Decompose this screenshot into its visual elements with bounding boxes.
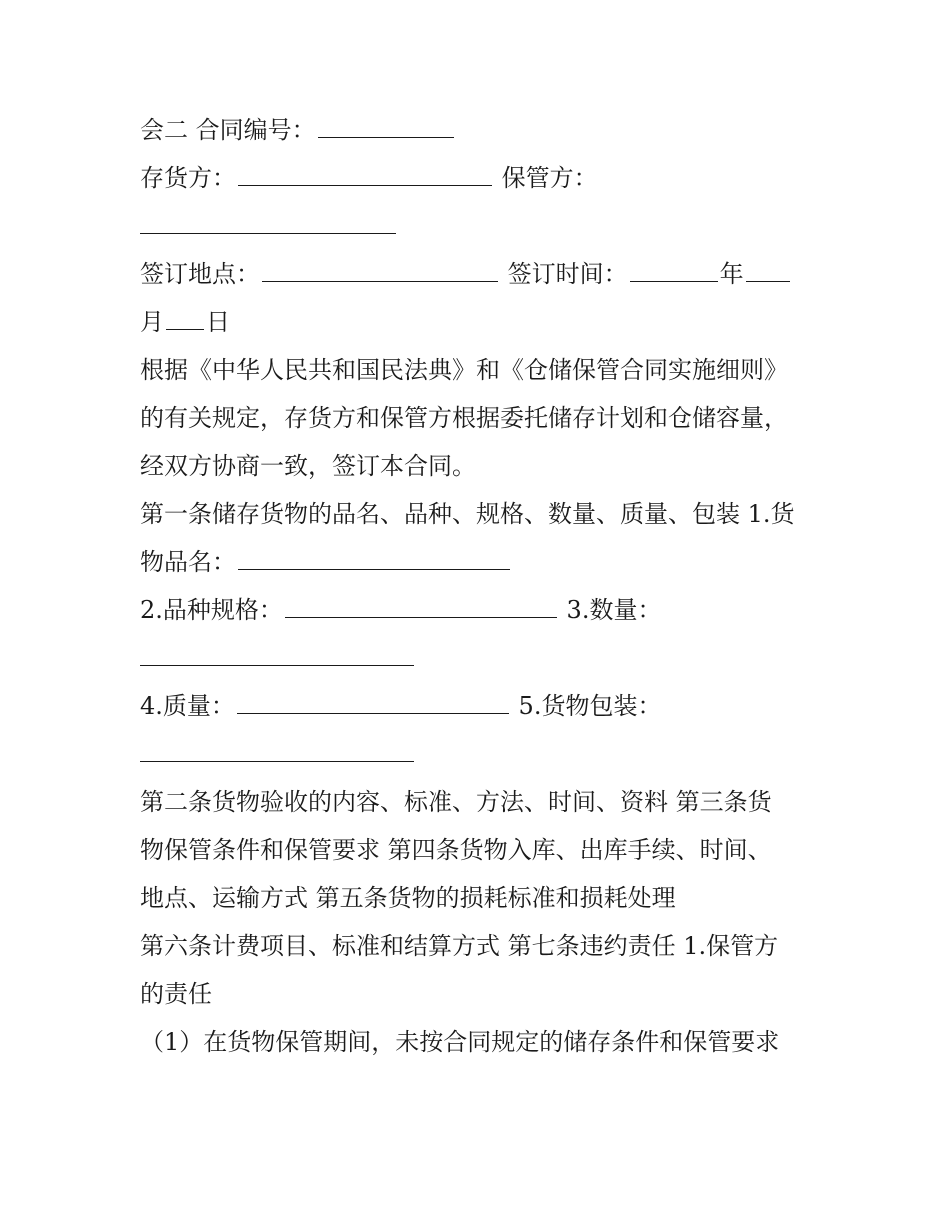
sign-place-blank[interactable] <box>262 251 498 282</box>
preamble-line-1: 根据《中华人民共和国民法典》和《仓储保管合同实施细则》 <box>140 356 788 384</box>
sign-day-blank[interactable] <box>166 299 204 330</box>
clause-1-line: （1）在货物保管期间，未按合同规定的储存条件和保管要求 <box>140 1028 780 1056</box>
articles-line-5: 的责任 <box>140 980 212 1008</box>
contract-number-line <box>140 106 820 154</box>
goods-name-label: 物品名： <box>140 548 236 576</box>
articles-line-2: 物保管条件和保管要求 第四条货物入库、出库手续、时间、 <box>140 836 772 864</box>
custodian-label: 保管方： <box>501 164 598 192</box>
sign-place-label: 签订地点： <box>140 260 260 288</box>
depositor-blank[interactable] <box>238 155 492 186</box>
quantity-blank[interactable] <box>140 635 414 666</box>
contract-number-blank[interactable] <box>318 107 454 138</box>
packaging-blank-line <box>140 730 820 778</box>
variety-blank[interactable] <box>285 587 557 618</box>
sign-time-label: 签订时间： <box>507 260 628 288</box>
signing-date-line <box>140 298 820 346</box>
quality-packaging-line <box>140 682 820 730</box>
quantity-blank-line <box>140 634 820 682</box>
packaging-label: 5.货物包装： <box>518 692 662 720</box>
articles-line-3: 地点、运输方式 第五条货物的损耗标准和损耗处理 <box>140 884 676 912</box>
preamble-line-2: 的有关规定，存货方和保管方根据委托储存计划和仓储容量， <box>140 404 788 432</box>
signing-line <box>140 250 820 298</box>
parties-line <box>140 154 820 202</box>
sign-month-blank[interactable] <box>746 251 790 282</box>
contract-body <box>140 106 820 1066</box>
sign-year-blank[interactable] <box>630 251 718 282</box>
goods-name-line <box>140 538 820 586</box>
custodian-blank-line <box>140 202 820 250</box>
day-label: 日 <box>206 308 230 336</box>
articles-line-4: 第六条计费项目、标准和结算方式 第七条违约责任 1.保管方 <box>140 932 779 960</box>
depositor-label: 存货方： <box>140 164 236 192</box>
packaging-blank[interactable] <box>140 731 414 762</box>
month-label: 月 <box>140 308 164 336</box>
quantity-label: 3.数量： <box>566 596 662 624</box>
custodian-blank[interactable] <box>140 203 396 234</box>
preamble-line-3: 经双方协商一致，签订本合同。 <box>140 452 476 480</box>
quality-blank[interactable] <box>237 683 509 714</box>
goods-name-blank[interactable] <box>238 539 510 570</box>
article-1-heading: 第一条储存货物的品名、品种、规格、数量、质量、包装 1.货 <box>140 500 795 528</box>
variety-label: 2.品种规格： <box>140 596 283 624</box>
contract-number-label: 会二 合同编号： <box>140 116 316 144</box>
quality-label: 4.质量： <box>140 692 235 720</box>
variety-quantity-line <box>140 586 820 634</box>
articles-line-1: 第二条货物验收的内容、标准、方法、时间、资料 第三条货 <box>140 788 772 816</box>
year-label: 年 <box>719 260 744 288</box>
